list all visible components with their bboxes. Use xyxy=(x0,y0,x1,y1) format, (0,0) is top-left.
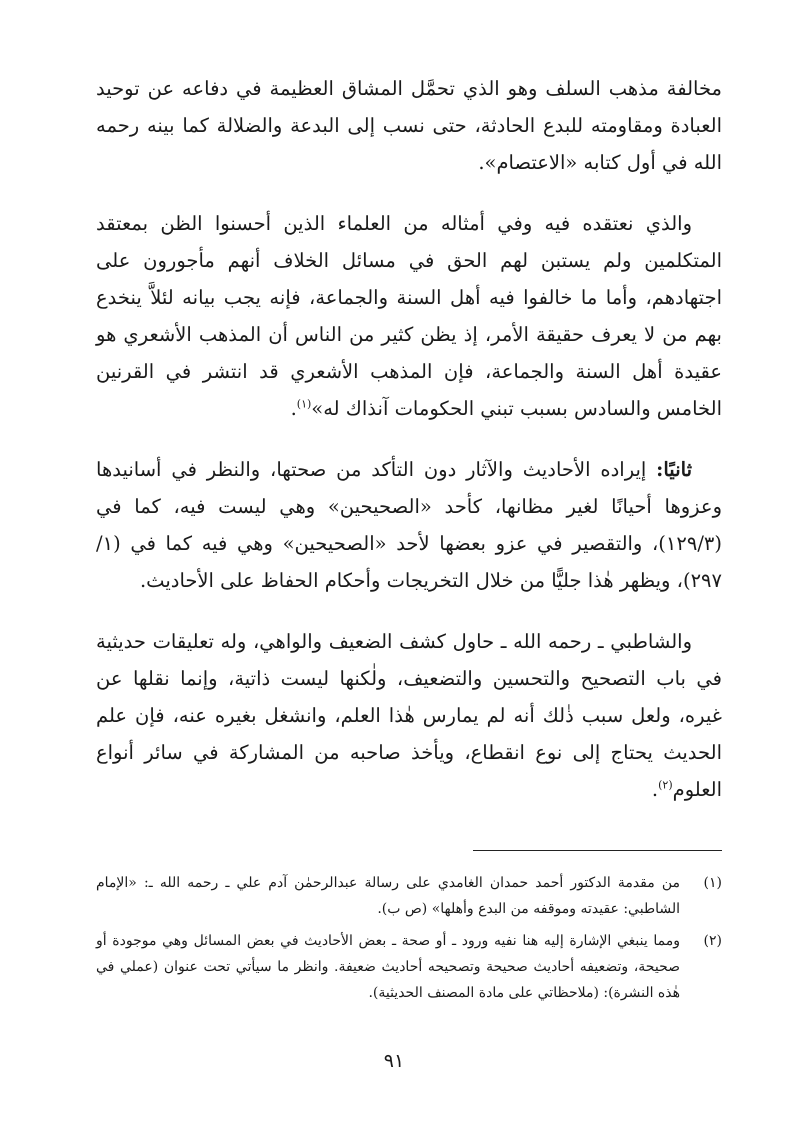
footnotes xyxy=(96,870,722,1012)
page-number: ٩١ xyxy=(383,1050,405,1072)
paragraph-3 xyxy=(96,451,722,599)
paragraph-3-text: إيراده الأحاديث والآثار دون التأكد من صحتها، والنظر في أسانيدها وعزوها أحيانًا لغير مظانها، كأحد «الصحيحين» وهي ليست فيه، كما في (١٢٩/٣)، والتقصير في عزو بعضها لأحد «الصحيحين» وهي فيه كما في (١/ ٢٩٧)، ويظهر هٰذا جليًّا من خلال التخريجات وأحكام الحفاظ على الأحاديث. xyxy=(96,458,722,592)
paragraph-1-text: مخالفة مذهب السلف وهو الذي تحمَّل المشاق العظيمة في دفاعه عن توحيد العبادة ومقاومته للبدع الحادثة، حتى نسب إلى البدعة والضلالة كما بينه رحمه الله في أول كتابه «الاعتصام». xyxy=(96,77,722,174)
footnote-ref-2[interactable]: (٢) xyxy=(658,778,673,792)
footnote-1-number: (١) xyxy=(703,875,722,891)
footnote-divider xyxy=(473,850,722,851)
footnote-2 xyxy=(96,928,722,1006)
paragraph-3-lead: ثانيًا: xyxy=(656,458,692,481)
paragraph-4-end: . xyxy=(651,778,659,801)
footnote-2-number: (٢) xyxy=(703,933,722,949)
paragraph-4 xyxy=(96,623,722,808)
paragraph-2 xyxy=(96,205,722,427)
footnote-2-text: ومما ينبغي الإشارة إليه هنا نفيه ورود ـ أو صحة ـ بعض الأحاديث في بعض المسائل وهي موجودة أو صحيحة، وتضعيفه أحاديث صحيحة وتصحيحه أحاديث ضعيفة. وانظر ما سيأتي تحت عنوان (عملي في هٰذه النشرة): (ملاحظاتي على مادة المصنف الحديثية). xyxy=(96,933,680,1001)
paragraph-4-text: والشاطبي ـ رحمه الله ـ حاول كشف الضعيف والواهي، وله تعليقات حديثية في باب التصحيح والتحسين والتضعيف، ولٰكنها ليست ذاتية، وإنما نقلها عن غيره، ولعل سبب ذٰلك أنه لم يمارس هٰذا العلم، وانشغل بغيره عنه، فإن علم الحديث يحتاج إلى نوع انقطاع، ويأخذ صاحبه من المشاركة في سائر أنواع العلوم xyxy=(96,630,722,801)
footnote-1 xyxy=(96,870,722,922)
paragraph-1 xyxy=(96,70,722,181)
paragraph-2-end: . xyxy=(290,397,297,420)
footnote-ref-1[interactable]: (١) xyxy=(296,397,312,411)
footnote-1-text: من مقدمة الدكتور أحمد حمدان الغامدي على رسالة عبدالرحمٰن آدم علي ـ رحمه الله ـ: «الإمام الشاطبي: عقيدته وموقفه من البدع وأهلها» (ص ب). xyxy=(96,875,680,917)
paragraph-2-text: والذي نعتقده فيه وفي أمثاله من العلماء الذين أحسنوا الظن بمعتقد المتكلمين ولم يستبن لهم الحق في مسائل الخلاف أنهم مأجورون على اجتهادهم، وأما ما خالفوا فيه أهل السنة والجماعة، فإنه يجب بيانه لئلاَّ ينخدع بهم من لا يعرف حقيقة الأمر، إذ يظن كثير من الناس أن المذهب الأشعري هو عقيدة أهل السنة والجماعة، فإن المذهب الأشعري قد انتشر في القرنين الخامس والسادس بسبب تبني الحكومات آنذاك له» xyxy=(96,212,722,420)
main-text-body xyxy=(96,70,722,832)
